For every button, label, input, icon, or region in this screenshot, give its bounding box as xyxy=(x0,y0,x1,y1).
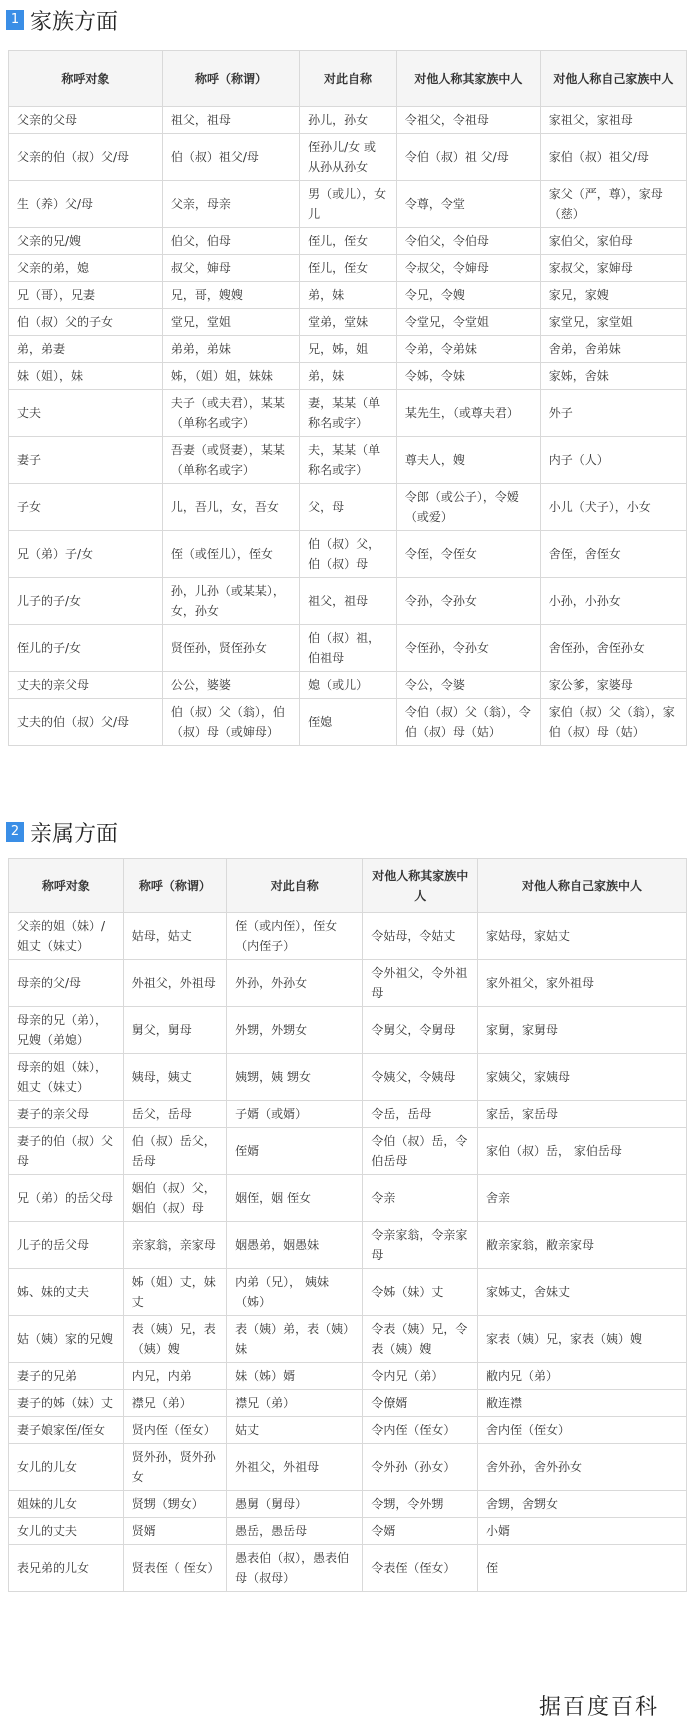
table-cell: 妻子的亲父母 xyxy=(9,1101,124,1128)
table-cell: 襟兄（弟） xyxy=(227,1390,363,1417)
table-row xyxy=(9,1316,687,1363)
table-cell: 妻子的兄弟 xyxy=(9,1363,124,1390)
table-cell: 令内侄（侄女） xyxy=(363,1417,478,1444)
table-cell: 家表（姨）兄，家表（姨）嫂 xyxy=(478,1316,687,1363)
column-header: 对他人称其家族中人 xyxy=(396,51,540,107)
table-cell: 外祖父，外祖母 xyxy=(123,960,226,1007)
table-cell: 妻子的伯（叔）父母 xyxy=(9,1128,124,1175)
table-cell: 家姊，舍妹 xyxy=(540,363,686,390)
table-cell: 家堂兄，家堂姐 xyxy=(540,309,686,336)
table-cell: 敝内兄（弟） xyxy=(478,1363,687,1390)
table-row xyxy=(9,134,687,181)
table-cell: 父亲的兄/嫂 xyxy=(9,228,163,255)
table-cell: 兄（弟）的岳父母 xyxy=(9,1175,124,1222)
table-cell: 孙，儿孙（或某某），女，孙女 xyxy=(162,578,299,625)
table-row xyxy=(9,1491,687,1518)
table-cell: 舍内侄（侄女） xyxy=(478,1417,687,1444)
column-header: 称呼对象 xyxy=(9,859,124,913)
column-header: 对此自称 xyxy=(227,859,363,913)
table-cell: 令尊，令堂 xyxy=(396,181,540,228)
table-cell: 妹（姊）婿 xyxy=(227,1363,363,1390)
table-cell: 母亲的父/母 xyxy=(9,960,124,1007)
table-cell: 某先生，（或尊夫君） xyxy=(396,390,540,437)
table-cell: 令甥，令外甥 xyxy=(363,1491,478,1518)
table-cell: 令亲家翁，令亲家母 xyxy=(363,1222,478,1269)
table-cell: 襟兄（弟） xyxy=(123,1390,226,1417)
table-cell: 侄（或侄儿），侄女 xyxy=(162,531,299,578)
table-row xyxy=(9,578,687,625)
table-cell: 侄 xyxy=(478,1545,687,1592)
table-cell: 伯父，伯母 xyxy=(162,228,299,255)
table-cell: 内弟（兄）， 姨妹（姊） xyxy=(227,1269,363,1316)
table-cell: 令亲 xyxy=(363,1175,478,1222)
table-cell: 令叔父，令婶母 xyxy=(396,255,540,282)
table-cell: 姊（姐）丈，妹丈 xyxy=(123,1269,226,1316)
table-row xyxy=(9,363,687,390)
table-cell: 令表侄（侄女） xyxy=(363,1545,478,1592)
table-cell: 愚表伯（叔），愚表伯母（叔母） xyxy=(227,1545,363,1592)
table-cell: 姨母，姨丈 xyxy=(123,1054,226,1101)
table-cell: 堂弟，堂妹 xyxy=(300,309,397,336)
table-cell: 表（姨）兄，表（姨）嫂 xyxy=(123,1316,226,1363)
table-cell: 舍侄，舍侄女 xyxy=(540,531,686,578)
table-cell: 父亲的弟，媳 xyxy=(9,255,163,282)
column-header: 对他人称自己家族中人 xyxy=(478,859,687,913)
table-cell: 妻子的姊（妹）丈 xyxy=(9,1390,124,1417)
table-row xyxy=(9,255,687,282)
table-cell: 亲家翁，亲家母 xyxy=(123,1222,226,1269)
table-cell: 家伯（叔）父（翁），家伯（叔）母（姑） xyxy=(540,699,686,746)
table-cell: 侄婿 xyxy=(227,1128,363,1175)
table-cell: 令祖父，令祖母 xyxy=(396,107,540,134)
table-cell: 家岳，家岳母 xyxy=(478,1101,687,1128)
table-row xyxy=(9,484,687,531)
table-cell: 内子（人） xyxy=(540,437,686,484)
table-cell: 贤表侄（ 侄女） xyxy=(123,1545,226,1592)
table-cell: 女儿的儿女 xyxy=(9,1444,124,1491)
table-cell: 舅父，舅母 xyxy=(123,1007,226,1054)
table-row xyxy=(9,1007,687,1054)
table-row xyxy=(9,1545,687,1592)
table-cell: 外子 xyxy=(540,390,686,437)
table-cell: 夫，某某（单称名或字） xyxy=(300,437,397,484)
table-cell: 家伯父，家伯母 xyxy=(540,228,686,255)
table-cell: 叔父，婶母 xyxy=(162,255,299,282)
table-cell: 内兄，内弟 xyxy=(123,1363,226,1390)
table-row xyxy=(9,1417,687,1444)
table-cell: 妻子娘家侄/侄女 xyxy=(9,1417,124,1444)
table-cell: 弟，妹 xyxy=(300,282,397,309)
table-cell: 家伯（叔）祖父/母 xyxy=(540,134,686,181)
table-row xyxy=(9,699,687,746)
column-header: 对此自称 xyxy=(300,51,397,107)
table-cell: 令公，令婆 xyxy=(396,672,540,699)
table-cell: 姊，（姐）姐，妹妹 xyxy=(162,363,299,390)
table-header-row xyxy=(9,51,687,107)
table-cell: 令姑母，令姑丈 xyxy=(363,913,478,960)
table-cell: 姻伯（叔）父，姻伯（叔）母 xyxy=(123,1175,226,1222)
table-row xyxy=(9,181,687,228)
table-row xyxy=(9,1128,687,1175)
table-cell: 小婿 xyxy=(478,1518,687,1545)
table-cell: 家舅，家舅母 xyxy=(478,1007,687,1054)
table-cell: 弟弟，弟妹 xyxy=(162,336,299,363)
table-cell: 外祖父，外祖母 xyxy=(227,1444,363,1491)
section-number-badge: 1 xyxy=(6,10,24,30)
table-cell: 侄媳 xyxy=(300,699,397,746)
table-cell: 女儿的丈夫 xyxy=(9,1518,124,1545)
table-cell: 令侄，令侄女 xyxy=(396,531,540,578)
table-cell: 伯（叔）父的子女 xyxy=(9,309,163,336)
table-cell: 儿，吾儿，女，吾女 xyxy=(162,484,299,531)
table-cell: 令内兄（弟） xyxy=(363,1363,478,1390)
table-cell: 令伯父，令伯母 xyxy=(396,228,540,255)
table-row xyxy=(9,1101,687,1128)
table-row xyxy=(9,913,687,960)
table-cell: 母亲的姐（妹），姐丈（妹丈） xyxy=(9,1054,124,1101)
table-row xyxy=(9,309,687,336)
table-cell: 儿子的岳父母 xyxy=(9,1222,124,1269)
table-cell: 侄孙儿/女 或从孙从孙女 xyxy=(300,134,397,181)
table-cell: 父亲的姐（妹）/姐丈（妹丈） xyxy=(9,913,124,960)
table-cell: 令姊，令妹 xyxy=(396,363,540,390)
table-cell: 侄儿，侄女 xyxy=(300,255,397,282)
table-cell: 令姊（妹）丈 xyxy=(363,1269,478,1316)
table-cell: 贤内侄（侄女） xyxy=(123,1417,226,1444)
table-cell: 岳父，岳母 xyxy=(123,1101,226,1128)
table-row xyxy=(9,1269,687,1316)
table-cell: 令弟，令弟妹 xyxy=(396,336,540,363)
table-cell: 丈夫的亲父母 xyxy=(9,672,163,699)
table-cell: 吾妻（或贤妻），某某（单称名或字） xyxy=(162,437,299,484)
table-cell: 父亲的父母 xyxy=(9,107,163,134)
table-cell: 媳（或儿） xyxy=(300,672,397,699)
table-cell: 兄，哥，嫂嫂 xyxy=(162,282,299,309)
table-header-row xyxy=(9,859,687,913)
column-header: 对他人称自己家族中人 xyxy=(540,51,686,107)
table-cell: 姊、妹的丈夫 xyxy=(9,1269,124,1316)
table-cell: 弟，弟妻 xyxy=(9,336,163,363)
table-row xyxy=(9,960,687,1007)
source-attribution: 据百度百科 xyxy=(538,1695,659,1720)
table-cell: 姑母，姑丈 xyxy=(123,913,226,960)
table-row xyxy=(9,336,687,363)
table-row xyxy=(9,1054,687,1101)
table-row xyxy=(9,1175,687,1222)
table-cell: 家父（严，尊），家母（慈） xyxy=(540,181,686,228)
table-row xyxy=(9,228,687,255)
table-cell: 父，母 xyxy=(300,484,397,531)
table-cell: 令外祖父，令外祖母 xyxy=(363,960,478,1007)
table-cell: 弟，妹 xyxy=(300,363,397,390)
table-cell: 姑（姨）家的兄嫂 xyxy=(9,1316,124,1363)
table-row xyxy=(9,1222,687,1269)
table-cell: 令舅父，令舅母 xyxy=(363,1007,478,1054)
table-cell: 丈夫 xyxy=(9,390,163,437)
table-cell: 伯（叔）父，伯（叔）母 xyxy=(300,531,397,578)
table-cell: 夫子（或夫君），某某（单称名或字） xyxy=(162,390,299,437)
relatives-terms-table xyxy=(8,858,687,1592)
table-cell: 妹（姐），妹 xyxy=(9,363,163,390)
table-cell: 兄（弟）子/女 xyxy=(9,531,163,578)
table-cell: 伯（叔）父（翁），伯（叔）母（或婶母） xyxy=(162,699,299,746)
table-cell: 兄（哥），兄妻 xyxy=(9,282,163,309)
table-cell: 儿子的子/女 xyxy=(9,578,163,625)
table-cell: 侄儿，侄女 xyxy=(300,228,397,255)
column-header: 称呼（称谓） xyxy=(162,51,299,107)
table-row xyxy=(9,672,687,699)
table-cell: 家祖父，家祖母 xyxy=(540,107,686,134)
section-heading: 亲属方面 xyxy=(30,821,119,847)
table-cell: 尊夫人，嫂 xyxy=(396,437,540,484)
table-cell: 兄，姊，姐 xyxy=(300,336,397,363)
column-header: 称呼对象 xyxy=(9,51,163,107)
table-cell: 生（养）父/母 xyxy=(9,181,163,228)
section-title-family xyxy=(6,6,118,34)
table-cell: 令郎（或公子），令嫒（或爱） xyxy=(396,484,540,531)
table-cell: 姨甥，姨 甥女 xyxy=(227,1054,363,1101)
table-cell: 祖父，祖母 xyxy=(300,578,397,625)
table-cell: 家叔父，家婶母 xyxy=(540,255,686,282)
table-cell: 侄儿的子/女 xyxy=(9,625,163,672)
table-cell: 父亲，母亲 xyxy=(162,181,299,228)
table-cell: 敝亲家翁，敝亲家母 xyxy=(478,1222,687,1269)
table-cell: 妻，某某（单称名或字） xyxy=(300,390,397,437)
table-cell: 男（或儿），女儿 xyxy=(300,181,397,228)
table-cell: 妻子 xyxy=(9,437,163,484)
table-cell: 子女 xyxy=(9,484,163,531)
table-row xyxy=(9,437,687,484)
table-cell: 令外孙（孙女） xyxy=(363,1444,478,1491)
table-row xyxy=(9,1518,687,1545)
table-cell: 令堂兄，令堂姐 xyxy=(396,309,540,336)
table-row xyxy=(9,1390,687,1417)
table-cell: 家姑母，家姑丈 xyxy=(478,913,687,960)
table-row xyxy=(9,625,687,672)
table-cell: 姻愚弟，姻愚妹 xyxy=(227,1222,363,1269)
table-cell: 丈夫的伯（叔）父/母 xyxy=(9,699,163,746)
table-cell: 令岳，岳母 xyxy=(363,1101,478,1128)
table-cell: 姐妹的儿女 xyxy=(9,1491,124,1518)
table-cell: 伯（叔）祖父/母 xyxy=(162,134,299,181)
table-cell: 敝连襟 xyxy=(478,1390,687,1417)
table-cell: 孙儿，孙女 xyxy=(300,107,397,134)
table-row xyxy=(9,282,687,309)
section-number-badge: 2 xyxy=(6,822,24,842)
section-title-relatives xyxy=(6,818,118,846)
table-cell: 令姨父，令姨母 xyxy=(363,1054,478,1101)
table-row xyxy=(9,531,687,578)
table-cell: 愚舅（舅母） xyxy=(227,1491,363,1518)
table-cell: 令伯（叔）岳，令伯岳母 xyxy=(363,1128,478,1175)
table-cell: 子婿（或婿） xyxy=(227,1101,363,1128)
table-cell: 舍甥，舍甥女 xyxy=(478,1491,687,1518)
table-row xyxy=(9,390,687,437)
table-cell: 公公，婆婆 xyxy=(162,672,299,699)
table-cell: 令婿 xyxy=(363,1518,478,1545)
table-cell: 堂兄，堂姐 xyxy=(162,309,299,336)
table-row xyxy=(9,107,687,134)
table-cell: 令孙，令孙女 xyxy=(396,578,540,625)
table-cell: 外孙，外孙女 xyxy=(227,960,363,1007)
table-cell: 贤甥（甥女） xyxy=(123,1491,226,1518)
section-heading: 家族方面 xyxy=(30,9,119,35)
family-terms-table xyxy=(8,50,687,746)
table-cell: 侄（或内侄），侄女（内侄子） xyxy=(227,913,363,960)
table-cell: 令僚婿 xyxy=(363,1390,478,1417)
table-cell: 伯（叔）祖，伯祖母 xyxy=(300,625,397,672)
table-cell: 贤侄孙，贤侄孙女 xyxy=(162,625,299,672)
table-cell: 家姊丈，舍妹丈 xyxy=(478,1269,687,1316)
table-cell: 表兄弟的儿女 xyxy=(9,1545,124,1592)
table-row xyxy=(9,1363,687,1390)
table-cell: 表（姨）弟，表（姨）妹 xyxy=(227,1316,363,1363)
table-cell: 舍外孙，舍外孙女 xyxy=(478,1444,687,1491)
table-cell: 家兄，家嫂 xyxy=(540,282,686,309)
table-cell: 舍侄孙，舍侄孙女 xyxy=(540,625,686,672)
column-header: 称呼（称谓） xyxy=(123,859,226,913)
table-cell: 贤外孙，贤外孙女 xyxy=(123,1444,226,1491)
table-cell: 小儿（犬子），小女 xyxy=(540,484,686,531)
table-cell: 家外祖父，家外祖母 xyxy=(478,960,687,1007)
table-cell: 愚岳，愚岳母 xyxy=(227,1518,363,1545)
table-cell: 伯（叔）岳父，岳母 xyxy=(123,1128,226,1175)
table-cell: 外甥，外甥女 xyxy=(227,1007,363,1054)
table-cell: 家伯（叔）岳， 家伯岳母 xyxy=(478,1128,687,1175)
column-header: 对他人称其家族中人 xyxy=(363,859,478,913)
table-cell: 家姨父，家姨母 xyxy=(478,1054,687,1101)
table-cell: 令表（姨）兄，令表（姨）嫂 xyxy=(363,1316,478,1363)
table-cell: 父亲的伯（叔）父/母 xyxy=(9,134,163,181)
table-cell: 令伯（叔）父（翁），令伯（叔）母（姑） xyxy=(396,699,540,746)
table-cell: 令兄，令嫂 xyxy=(396,282,540,309)
table-cell: 姻侄，姻 侄女 xyxy=(227,1175,363,1222)
table-cell: 令伯（叔）祖 父/母 xyxy=(396,134,540,181)
table-row xyxy=(9,1444,687,1491)
table-cell: 令侄孙，令孙女 xyxy=(396,625,540,672)
table-cell: 祖父，祖母 xyxy=(162,107,299,134)
table-cell: 姑丈 xyxy=(227,1417,363,1444)
table-cell: 小孙，小孙女 xyxy=(540,578,686,625)
table-cell: 贤婿 xyxy=(123,1518,226,1545)
table-cell: 家公爹，家婆母 xyxy=(540,672,686,699)
table-cell: 母亲的兄（弟），兄嫂（弟媳） xyxy=(9,1007,124,1054)
table-cell: 舍弟，舍弟妹 xyxy=(540,336,686,363)
table-cell: 舍亲 xyxy=(478,1175,687,1222)
